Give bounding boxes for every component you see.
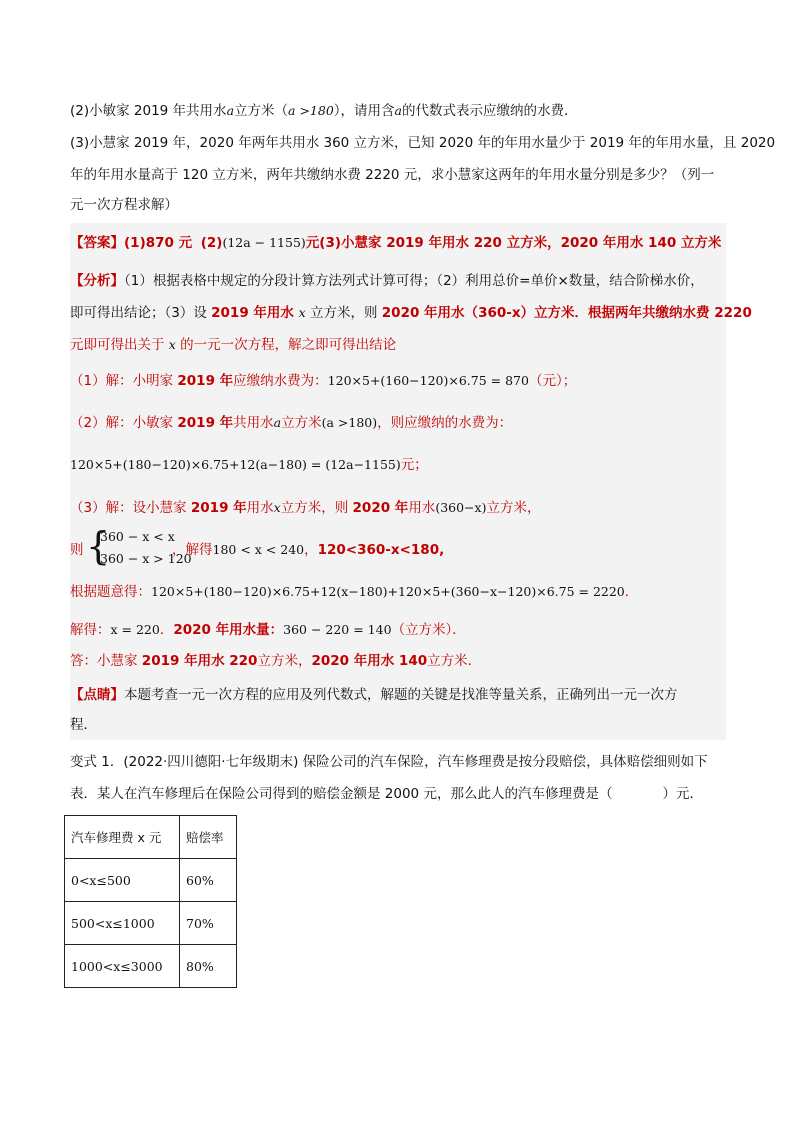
solution-1: （1）解：小明家 2019 年应缴纳水费为：120×5+(160−120)×6.75 = 870（元）；: [70, 373, 577, 389]
table-header-row: [65, 816, 237, 859]
analysis-line-3: 元即可得出关于 x 的一元一次方程，解之即可得出结论: [70, 337, 397, 353]
solution-3-equation: 根据题意得：120×5+(180−120)×6.75+12(x−180)+120×5+(360−x−120)×6.75 = 2220．: [70, 584, 639, 600]
table-header-cell: 赔偿率: [180, 816, 237, 859]
question-3-line-1: (3)小慧家 2019 年，2020 年两年共用水 360 立方米，已知 2020 年的年用水量少于 2019 年的年用水量，且 2020: [70, 135, 776, 151]
table-cell: 70%: [180, 902, 237, 945]
table-cell: 500<x≤1000: [65, 902, 180, 945]
analysis-line-1: 【分析】（1）根据表格中规定的分段计算方法列式计算可得；（2）利用总价=单价×数量，结合阶梯水价，: [70, 273, 704, 289]
question-2: (2)小敏家 2019 年共用水a立方米（a >180），请用含a的代数式表示应缴纳的水费．: [70, 103, 578, 119]
variant-line-1: 变式 1．(2022·四川德阳·七年级期末) 保险公司的汽车保险，汽车修理费是按分段赔偿，具体赔偿细则如下: [70, 754, 708, 770]
question-3-line-2: 年的年用水量高于 120 立方米，两年共缴纳水费 2220 元，求小慧家这两年的年用水量分别是多少？（列一: [70, 167, 715, 183]
answer-line: 【答案】(1)870 元 (2)(12a − 1155)元(3)小慧家 2019 年用水 220 立方米，2020 年用水 140 立方米: [70, 235, 722, 251]
table-row: [65, 859, 237, 902]
analysis-line-2: 即可得出结论；（3）设 2019 年用水 x 立方米，则 2020 年用水（360-x）立方米．根据两年共缴纳水费 2220: [70, 305, 752, 321]
table-cell: 80%: [180, 945, 237, 988]
table-cell: 60%: [180, 859, 237, 902]
solution-3-solve: 解得：x = 220．2020 年用水量：360 − 220 = 140（立方米）．: [70, 622, 466, 638]
table-row: [65, 945, 237, 988]
solution-3-answer: 答：小慧家 2019 年用水 220立方米，2020 年用水 140立方米．: [70, 653, 482, 669]
table-cell: 0<x≤500: [65, 859, 180, 902]
tip-line-2: 程．: [70, 717, 97, 733]
question-3-line-3: 元一次方程求解）: [70, 197, 178, 213]
table-cell: 1000<x≤3000: [65, 945, 180, 988]
variant-line-2: 表．某人在汽车修理后在保险公司得到的赔偿金额是 2000 元，那么此人的汽车修理费是（ ）元．: [70, 786, 703, 802]
solution-2-line-2: 120×5+(180−120)×6.75+12(a−180) = (12a−1155)元；: [70, 457, 428, 473]
tip-line-1: 【点睛】本题考查一元一次方程的应用及列代数式，解题的关键是找准等量关系，正确列出一元一次方: [70, 687, 678, 703]
left-brace: {: [86, 524, 111, 568]
solution-2-line-1: （2）解：小敏家 2019 年共用水a立方米(a >180)，则应缴纳的水费为：: [70, 415, 513, 431]
table-header-cell: 汽车修理费 x 元: [65, 816, 180, 859]
compensation-table: [64, 815, 237, 988]
solution-3-line-1: （3）解：设小慧家 2019 年用水x立方米，则 2020 年用水(360−x)立方米，: [70, 500, 541, 516]
table-row: [65, 902, 237, 945]
